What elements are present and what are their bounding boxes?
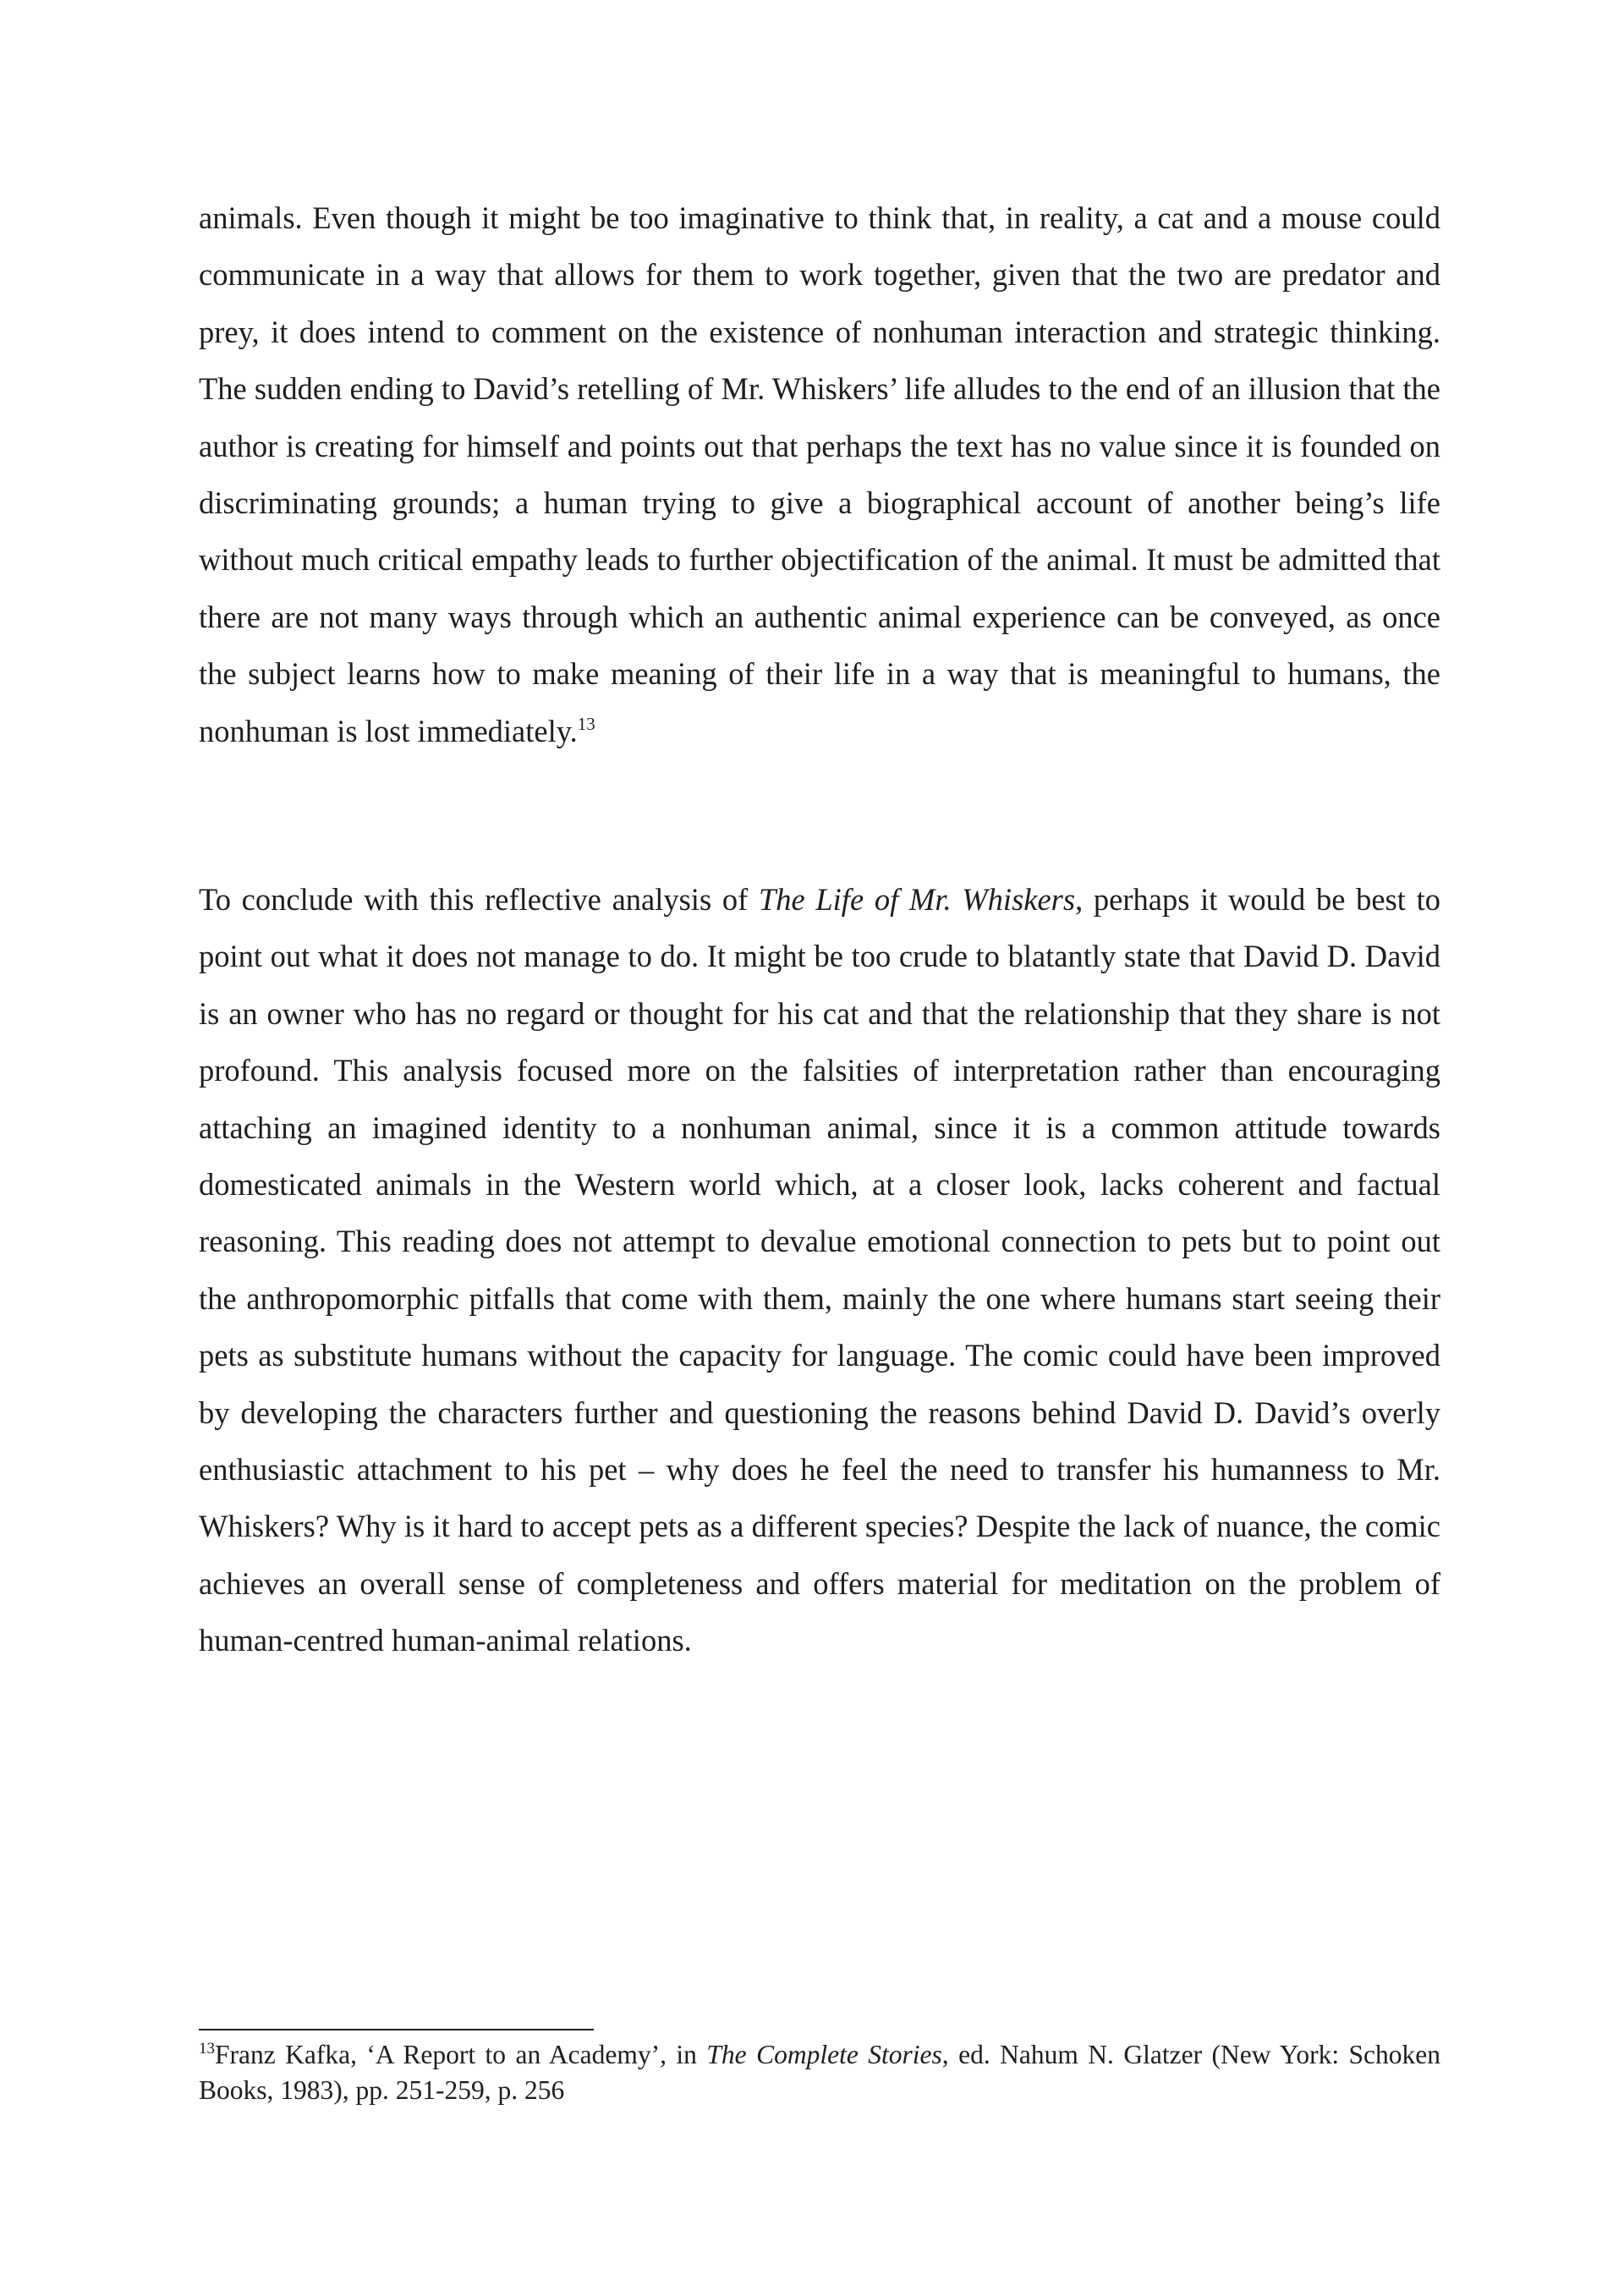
footnote-book-title: The Complete Stories: [706, 2040, 942, 2069]
footnote: [199, 2037, 1440, 2108]
body-paragraph: [199, 871, 1440, 1669]
paragraph-intro: To conclude with this reflective analysis of: [199, 882, 759, 917]
footnote-text: Franz Kafka, ‘A Report to an Academy’, in: [215, 2040, 707, 2069]
footnote-reference[interactable]: 13: [577, 713, 595, 734]
footnote-separator: [199, 2029, 594, 2030]
body-paragraph: [199, 189, 1440, 759]
paragraph-text: , perhaps it would be best to point out what it does not manage to do. It might be too crude to blatantly state that David D. David is an owner who has no regard or thought for his cat and that the relationship that they share is not profound. This analysis focused more on the falsities of interpretation rather than encouraging attaching an imagined identity to a nonhuman animal, since it is a common attitude towards domesticated animals in the Western world which, at a closer look, lacks coherent and factual reasoning. This reading does not attempt to devalue emotional connection to pets but to point out the anthropomorphic pitfalls that come with them, mainly the one where humans start seeing their pets as substitute humans without the capacity for language. The comic could have been improved by developing the characters further and questioning the reasons behind David D. David’s overly enthusiastic attachment to his pet – why does he feel the need to transfer his humanness to Mr. Whiskers? Why is it hard to accept pets as a different species? Despite the lack of nuance, the comic achieves an overall sense of completeness and offers material for meditation on the problem of human-centred human-animal relations.: [199, 882, 1440, 1658]
work-title: The Life of Mr. Whiskers: [758, 882, 1076, 917]
paragraph-text: animals. Even though it might be too imaginative to think that, in reality, a cat and a mouse could communicate in a way that allows for them to work together, given that the two are predator and prey, it does intend to comment on the existence of nonhuman interaction and strategic thinking. The sudden ending to David’s retelling of Mr. Whiskers’ life alludes to the end of an illusion that the author is creating for himself and points out that perhaps the text has no value since it is founded on discriminating grounds; a human trying to give a biographical account of another being’s life without much critical empathy leads to further objectification of the animal. It must be admitted that there are not many ways through which an authentic animal experience can be conveyed, as once the subject learns how to make meaning of their life in a way that is meaningful to humans, the nonhuman is lost immediately.: [199, 200, 1440, 748]
footnote-number: 13: [199, 2040, 215, 2058]
footnote-text: , ed. Nahum N. Glatzer (New York: Schoken Books, 1983), pp. 251-259, p. 256: [199, 2040, 1441, 2105]
